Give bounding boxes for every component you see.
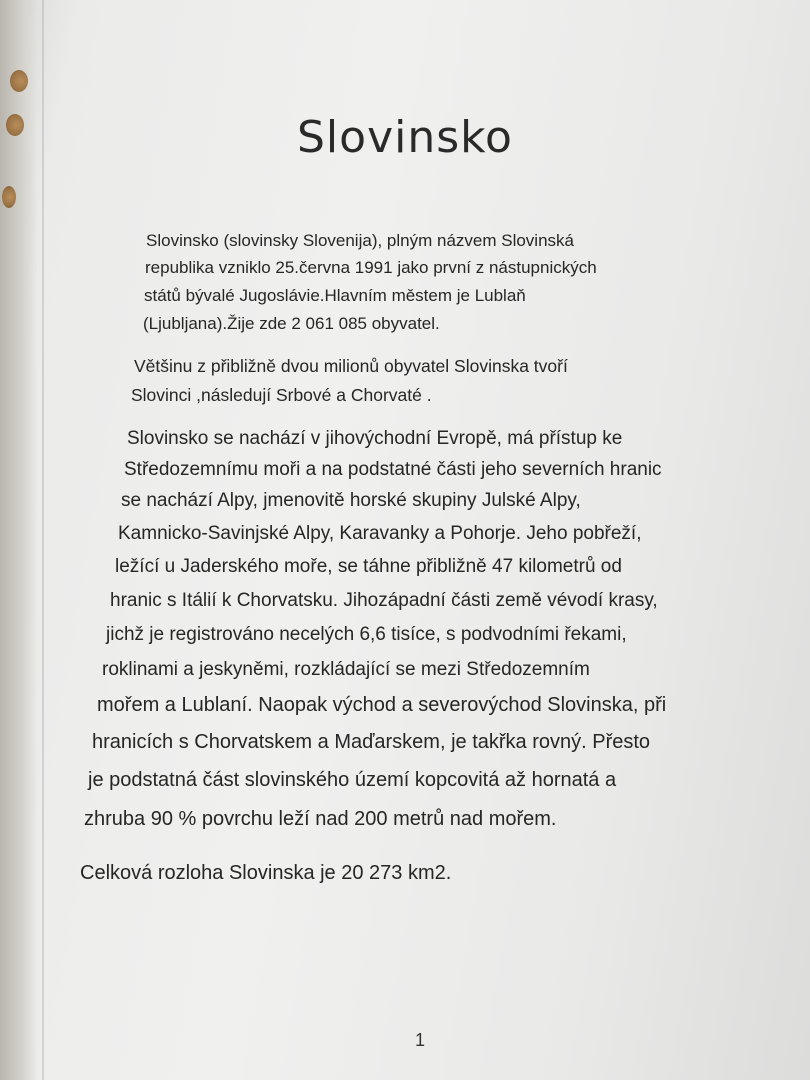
text-line: států bývalé Jugoslávie.Hlavním městem je Lublaň [144, 286, 526, 305]
text-line: zhruba 90 % povrchu leží nad 200 metrů nad mořem. [84, 808, 557, 830]
text-line: Slovinsko (slovinsky Slovenija), plným názvem Slovinská [146, 231, 574, 250]
text-line: hranic s Itálií k Chorvatsku. Jihozápadní části země vévodí krasy, [110, 590, 658, 611]
page-title: Slovinsko [297, 112, 513, 163]
text-line: republika vzniklo 25.června 1991 jako první z nástupnických [145, 258, 597, 277]
punch-hole [10, 70, 28, 92]
text-line: Slovinsko se nachází v jihovýchodní Evropě, má přístup ke [127, 428, 623, 449]
text-line: je podstatná část slovinského území kopcovitá až hornatá a [88, 769, 617, 791]
text-line: Celková rozloha Slovinska je 20 273 km2. [80, 862, 452, 884]
page-number: 1 [414, 1030, 425, 1050]
text-line: hranicích s Chorvatskem a Maďarskem, je takřka rovný. Přesto [92, 731, 651, 753]
text-line: Většinu z přibližně dvou milionů obyvatel Slovinska tvoří [134, 356, 568, 376]
text-line: Středozemnímu moři a na podstatné části jeho severních hranic [124, 459, 662, 480]
text-line: jichž je registrováno necelých 6,6 tisíce, s podvodními řekami, [106, 624, 627, 645]
text-line: (Ljubljana).Žije zde 2 061 085 obyvatel. [143, 314, 440, 333]
text-line: mořem a Lublaní. Naopak východ a severovýchod Slovinska, při [97, 694, 667, 716]
text-line: roklinami a jeskyněmi, rozkládající se mezi Středozemním [102, 659, 590, 680]
text-line: se nachází Alpy, jmenovitě horské skupiny Julské Alpy, [121, 490, 581, 511]
punch-hole [2, 186, 16, 208]
text-line: Kamnicko-Savinjské Alpy, Karavanky a Pohorje. Jeho pobřeží, [118, 523, 642, 544]
text-line: Slovinci ,následují Srbové a Chorvaté . [131, 385, 432, 405]
text-line: ležící u Jaderského moře, se táhne přibližně 47 kilometrů od [115, 556, 622, 577]
